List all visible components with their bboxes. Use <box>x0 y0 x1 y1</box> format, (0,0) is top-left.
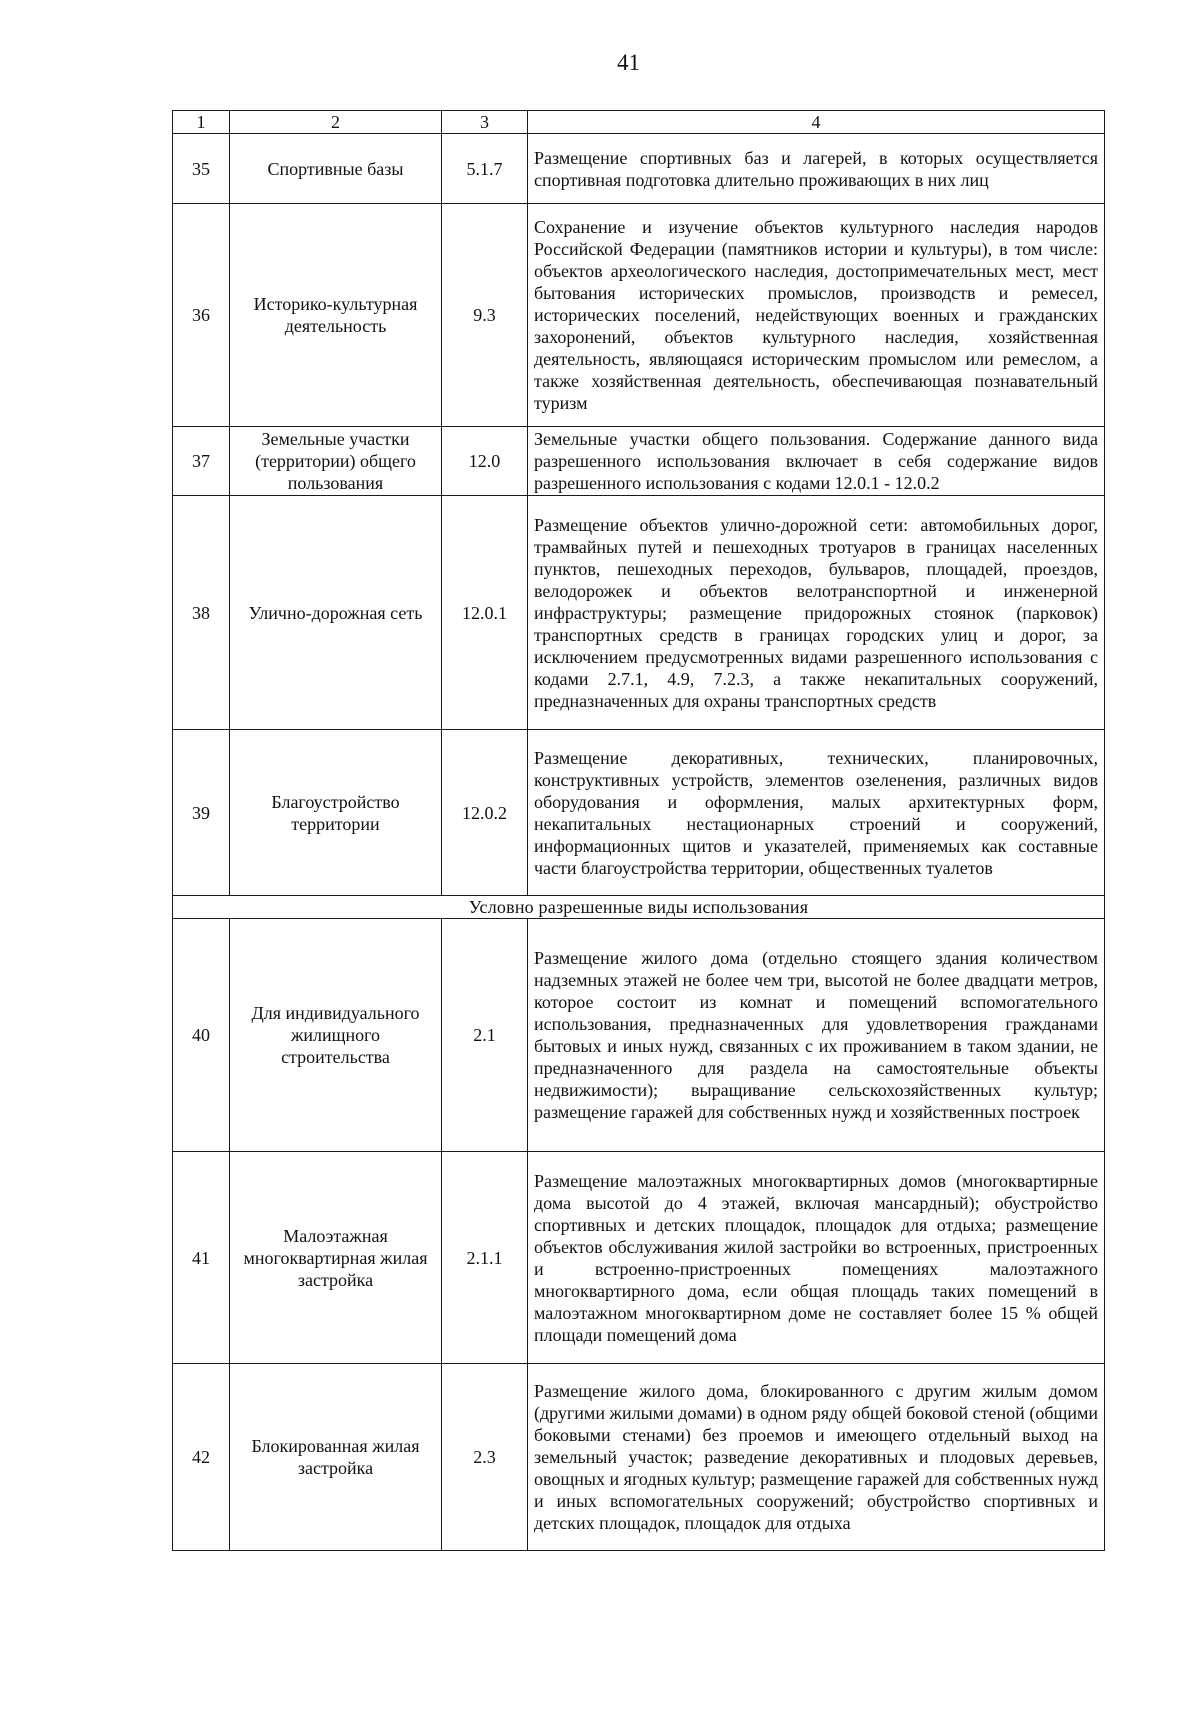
land-use-code: 9.3 <box>442 204 528 427</box>
land-use-code: 12.0.1 <box>442 496 528 730</box>
land-use-description: Земельные участки общего пользования. Содержание данного вида разрешенного использования включает в себя содержание видов разрешенного использования с кодами 12.0.1 - 12.0.2 <box>528 427 1105 496</box>
land-use-code: 12.0.2 <box>442 730 528 896</box>
land-use-code: 2.3 <box>442 1364 528 1551</box>
land-use-name: Земельные участки (территории) общего пользования <box>230 427 442 496</box>
land-use-name: Улично-дорожная сеть <box>230 496 442 730</box>
land-use-name: Блокированная жилая застройка <box>230 1364 442 1551</box>
land-use-name: Историко-культурная деятельность <box>230 204 442 427</box>
land-use-description: Размещение жилого дома (отдельно стоящего здания количеством надземных этажей не более чем три, высотой не более двадцати метров, которое состоит из комнат и помещений вспомогательного использования, предназначенных для удовлетворения гражданами бытовых и иных нужд, связанных с их проживанием в таком здании, не предназначенного для раздела на самостоятельные объекты недвижимости); выращивание сельскохозяйственных культур; размещение гаражей для собственных нужд и хозяйственных построек <box>528 919 1105 1152</box>
column-header: 2 <box>230 111 442 134</box>
land-use-name: Спортивные базы <box>230 134 442 204</box>
land-use-description: Размещение малоэтажных многоквартирных домов (многоквартирные дома высотой до 4 этажей, включая мансардный); обустройство спортивных и детских площадок, площадок для отдыха; размещение объектов обслуживания жилой застройки во встроенных, пристроенных и встроенно-пристроенных помещениях малоэтажного многоквартирного дома, если общая площадь таких помещений в малоэтажном многоквартирном доме не составляет более 15 % общей площади помещений дома <box>528 1152 1105 1364</box>
table-row <box>173 134 1105 204</box>
land-use-name: Для индивидуального жилищного строительства <box>230 919 442 1152</box>
table-row <box>173 919 1105 1152</box>
land-use-description: Размещение спортивных баз и лагерей, в которых осуществляется спортивная подготовка длительно проживающих в них лиц <box>528 134 1105 204</box>
land-use-code: 5.1.7 <box>442 134 528 204</box>
land-use-description: Размещение жилого дома, блокированного с другим жилым домом (другими жилыми домами) в одном ряду общей боковой стеной (общими боковыми стенами) без проемов и имеющего отдельный выход на земельный участок; разведение декоративных и плодовых деревьев, овощных и ягодных культур; размещение гаражей для собственных нужд и иных вспомогательных сооружений; обустройство спортивных и детских площадок, площадок для отдыха <box>528 1364 1105 1551</box>
land-use-description: Размещение декоративных, технических, планировочных, конструктивных устройств, элементов озеленения, различных видов оборудования и оформления, малых архитектурных форм, некапитальных нестационарных строений и сооружений, информационных щитов и указателей, применяемых как составные части благоустройства территории, общественных туалетов <box>528 730 1105 896</box>
land-use-code: 2.1.1 <box>442 1152 528 1364</box>
page-number: 41 <box>617 50 640 75</box>
land-use-name: Малоэтажная многоквартирная жилая застройка <box>230 1152 442 1364</box>
row-number: 35 <box>173 134 230 204</box>
column-numbers-row <box>173 111 1105 134</box>
land-use-code: 2.1 <box>442 919 528 1152</box>
table-row <box>173 1152 1105 1364</box>
table-row <box>173 496 1105 730</box>
land-use-name: Благоустройство территории <box>230 730 442 896</box>
section-title: Условно разрешенные виды использования <box>173 896 1105 919</box>
column-header: 1 <box>173 111 230 134</box>
column-header: 4 <box>528 111 1105 134</box>
table-row <box>173 1364 1105 1551</box>
section-header-row <box>173 896 1105 919</box>
table-row <box>173 427 1105 496</box>
row-number: 41 <box>173 1152 230 1364</box>
land-use-table <box>172 110 1105 1551</box>
row-number: 40 <box>173 919 230 1152</box>
row-number: 39 <box>173 730 230 896</box>
land-use-description: Размещение объектов улично-дорожной сети: автомобильных дорог, трамвайных путей и пешеходных тротуаров в границах населенных пунктов, пешеходных переходов, бульваров, площадей, проездов, велодорожек и объектов велотранспортной и инженерной инфраструктуры; размещение придорожных стоянок (парковок) транспортных средств в границах городских улиц и дорог, за исключением предусмотренных видами разрешенного использования с кодами 2.7.1, 4.9, 7.2.3, а также некапитальных сооружений, предназначенных для охраны транспортных средств <box>528 496 1105 730</box>
land-use-description: Сохранение и изучение объектов культурного наследия народов Российской Федерации (памятников истории и культуры), в том числе: объектов археологического наследия, достопримечательных мест, мест бытования исторических промыслов, производств и ремесел, исторических поселений, недействующих военных и гражданских захоронений, объектов культурного наследия, хозяйственная деятельность, являющаяся историческим промыслом или ремеслом, а также хозяйственная деятельность, обеспечивающая познавательный туризм <box>528 204 1105 427</box>
column-header: 3 <box>442 111 528 134</box>
land-use-code: 12.0 <box>442 427 528 496</box>
row-number: 37 <box>173 427 230 496</box>
row-number: 36 <box>173 204 230 427</box>
table-row <box>173 730 1105 896</box>
row-number: 42 <box>173 1364 230 1551</box>
row-number: 38 <box>173 496 230 730</box>
table-row <box>173 204 1105 427</box>
